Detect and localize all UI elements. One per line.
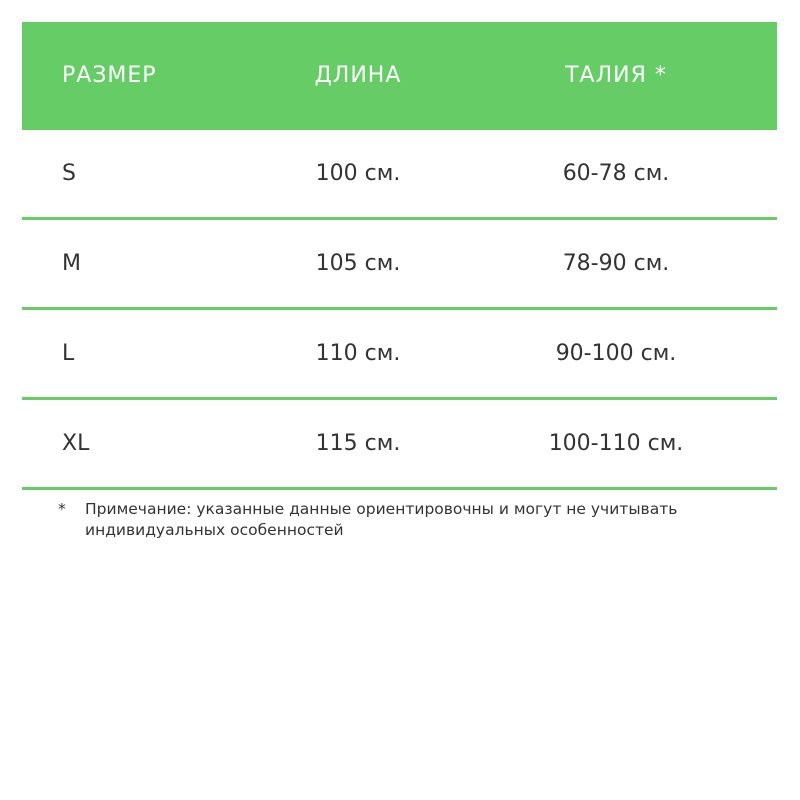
header-waist: ТАЛИЯ * xyxy=(565,63,667,88)
cell-length: 110 см. xyxy=(315,341,401,366)
footnote-line-2: индивидуальных особенностей xyxy=(85,521,344,539)
cell-waist: 60-78 см. xyxy=(562,161,670,186)
table-row xyxy=(22,400,777,490)
cell-size: M xyxy=(62,251,81,276)
table-row xyxy=(22,220,777,310)
header-length: ДЛИНА xyxy=(314,63,402,88)
table-row xyxy=(22,130,777,220)
cell-size: L xyxy=(62,341,75,366)
header-size: РАЗМЕР xyxy=(62,63,157,88)
cell-waist: 90-100 см. xyxy=(555,341,677,366)
cell-size: XL xyxy=(62,431,90,456)
table-row xyxy=(22,310,777,400)
cell-length: 105 см. xyxy=(315,251,401,276)
table-header xyxy=(22,22,777,130)
footnote-marker: * xyxy=(58,500,66,518)
cell-size: S xyxy=(62,161,76,186)
footnote-text xyxy=(85,499,765,541)
cell-waist: 78-90 см. xyxy=(562,251,670,276)
cell-length: 115 см. xyxy=(315,431,401,456)
footnote-line-1: Примечание: указанные данные ориентировочны и могут не учитывать xyxy=(85,500,678,518)
cell-length: 100 см. xyxy=(315,161,401,186)
size-chart-table xyxy=(22,22,777,490)
cell-waist: 100-110 см. xyxy=(548,431,684,456)
